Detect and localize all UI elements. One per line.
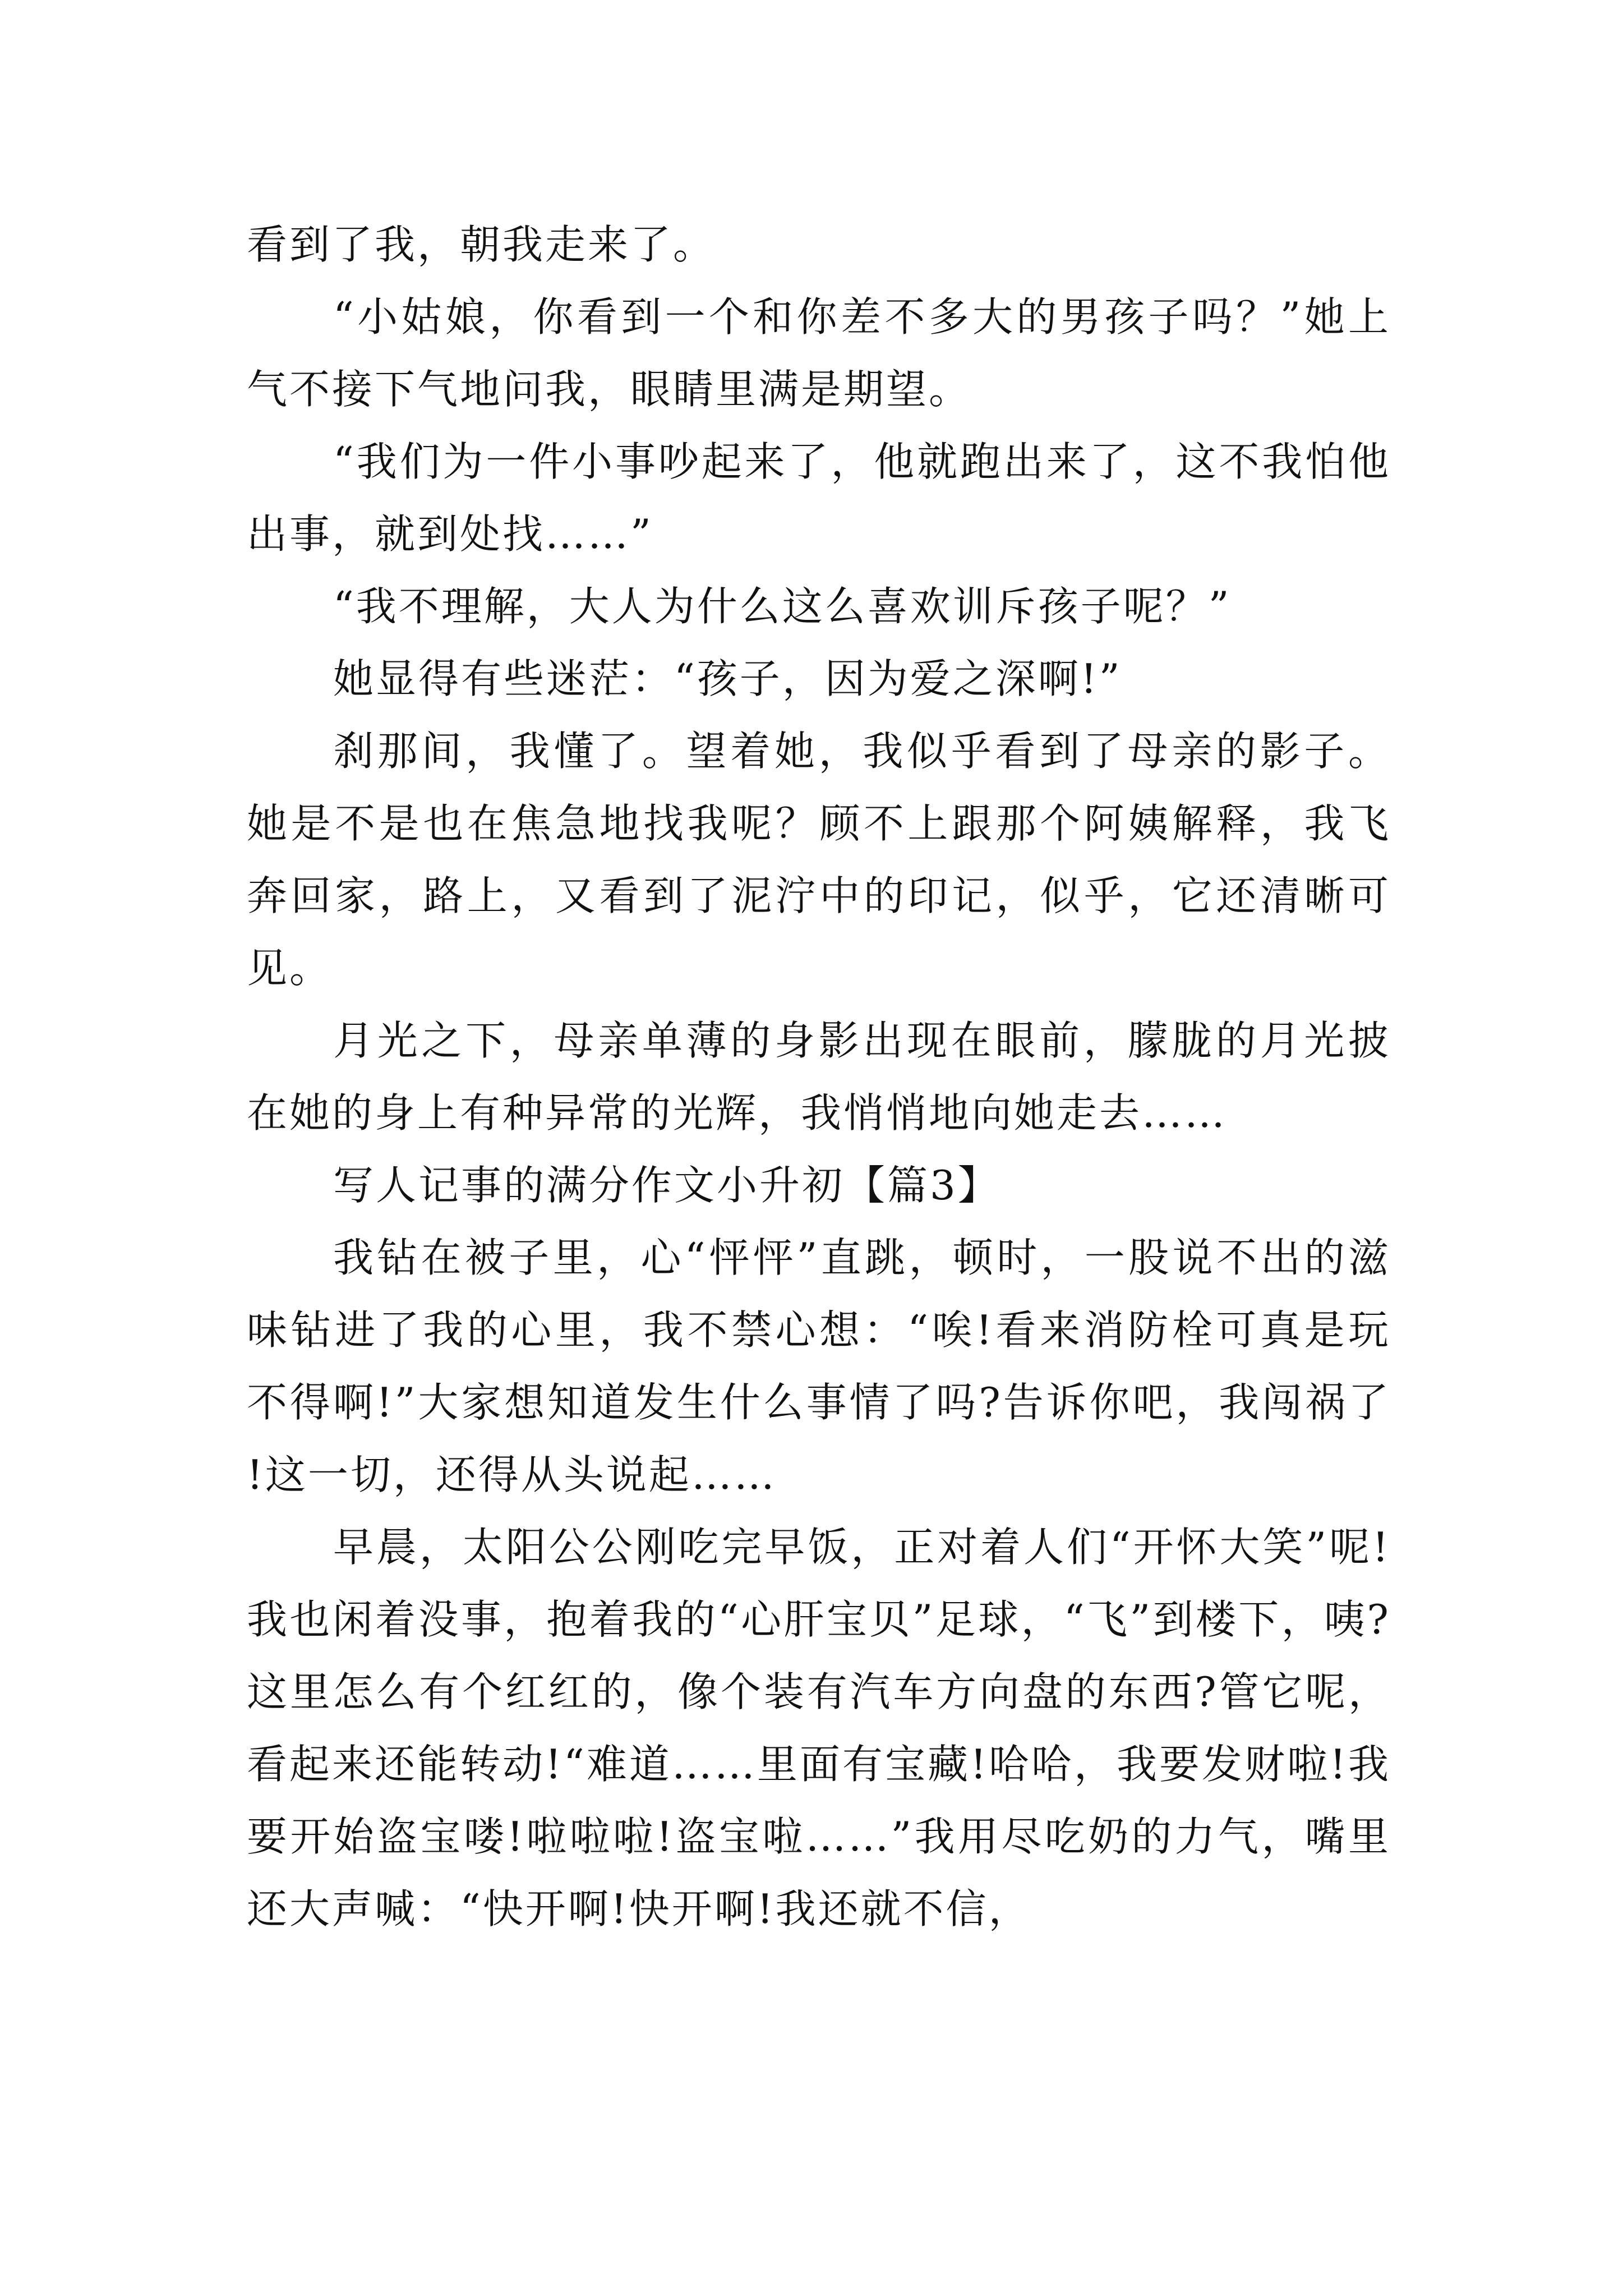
paragraph-4: “我不理解，大人为什么这么喜欢训斥孩子呢？” bbox=[333, 583, 1232, 630]
paragraph-2: “小姑娘，你看到一个和你差不多大的男孩子吗？”她上气不接下气地问我，眼睛里满是期望。 bbox=[247, 293, 1391, 413]
paragraph-3: “我们为一件小事吵起来了，他就跑出来了，这不我怕他出事，就到处找……” bbox=[247, 438, 1391, 558]
section-heading: 写人记事的满分作文小升初【篇3】 bbox=[333, 1162, 1000, 1209]
paragraph-10: 早晨，太阳公公刚吃完早饭，正对着人们“开怀大笑”呢!我也闲着没事，抱着我的“心肝宝贝”足球，“飞”到楼下，咦?这里怎么有个红红的，像个装有汽车方向盘的东西?管它呢，看起来还能转动!“难道……里面有宝藏!哈哈，我要发财啦!我要开始盗宝喽!啦啦啦!盗宝啦……”我用尽吃奶的力气，嘴里还大声喊：“快开啊!快开啊!我还就不信， bbox=[247, 1524, 1391, 1932]
paragraph-1: 看到了我，朝我走来了。 bbox=[247, 221, 716, 268]
document-body bbox=[247, 209, 1391, 1945]
paragraph-6: 刹那间，我懂了。望着她，我似乎看到了母亲的影子。她是不是也在焦急地找我呢？顾不上跟那个阿姨解释，我飞奔回家，路上，又看到了泥泞中的印记，似乎，它还清晰可见。 bbox=[247, 728, 1391, 992]
paragraph-5: 她显得有些迷茫：“孩子，因为爱之深啊!” bbox=[333, 655, 1122, 702]
paragraph-9: 我钻在被子里，心“怦怦”直跳，顿时，一股说不出的滋味钻进了我的心里，我不禁心想：“唉!看来消防栓可真是玩不得啊!”大家想知道发生什么事情了吗?告诉你吧，我闯祸了!这一切，还得从头说起…… bbox=[247, 1234, 1391, 1498]
paragraph-7: 月光之下，母亲单薄的身影出现在眼前，朦胧的月光披在她的身上有种异常的光辉，我悄悄地向她走去…… bbox=[247, 1017, 1391, 1137]
